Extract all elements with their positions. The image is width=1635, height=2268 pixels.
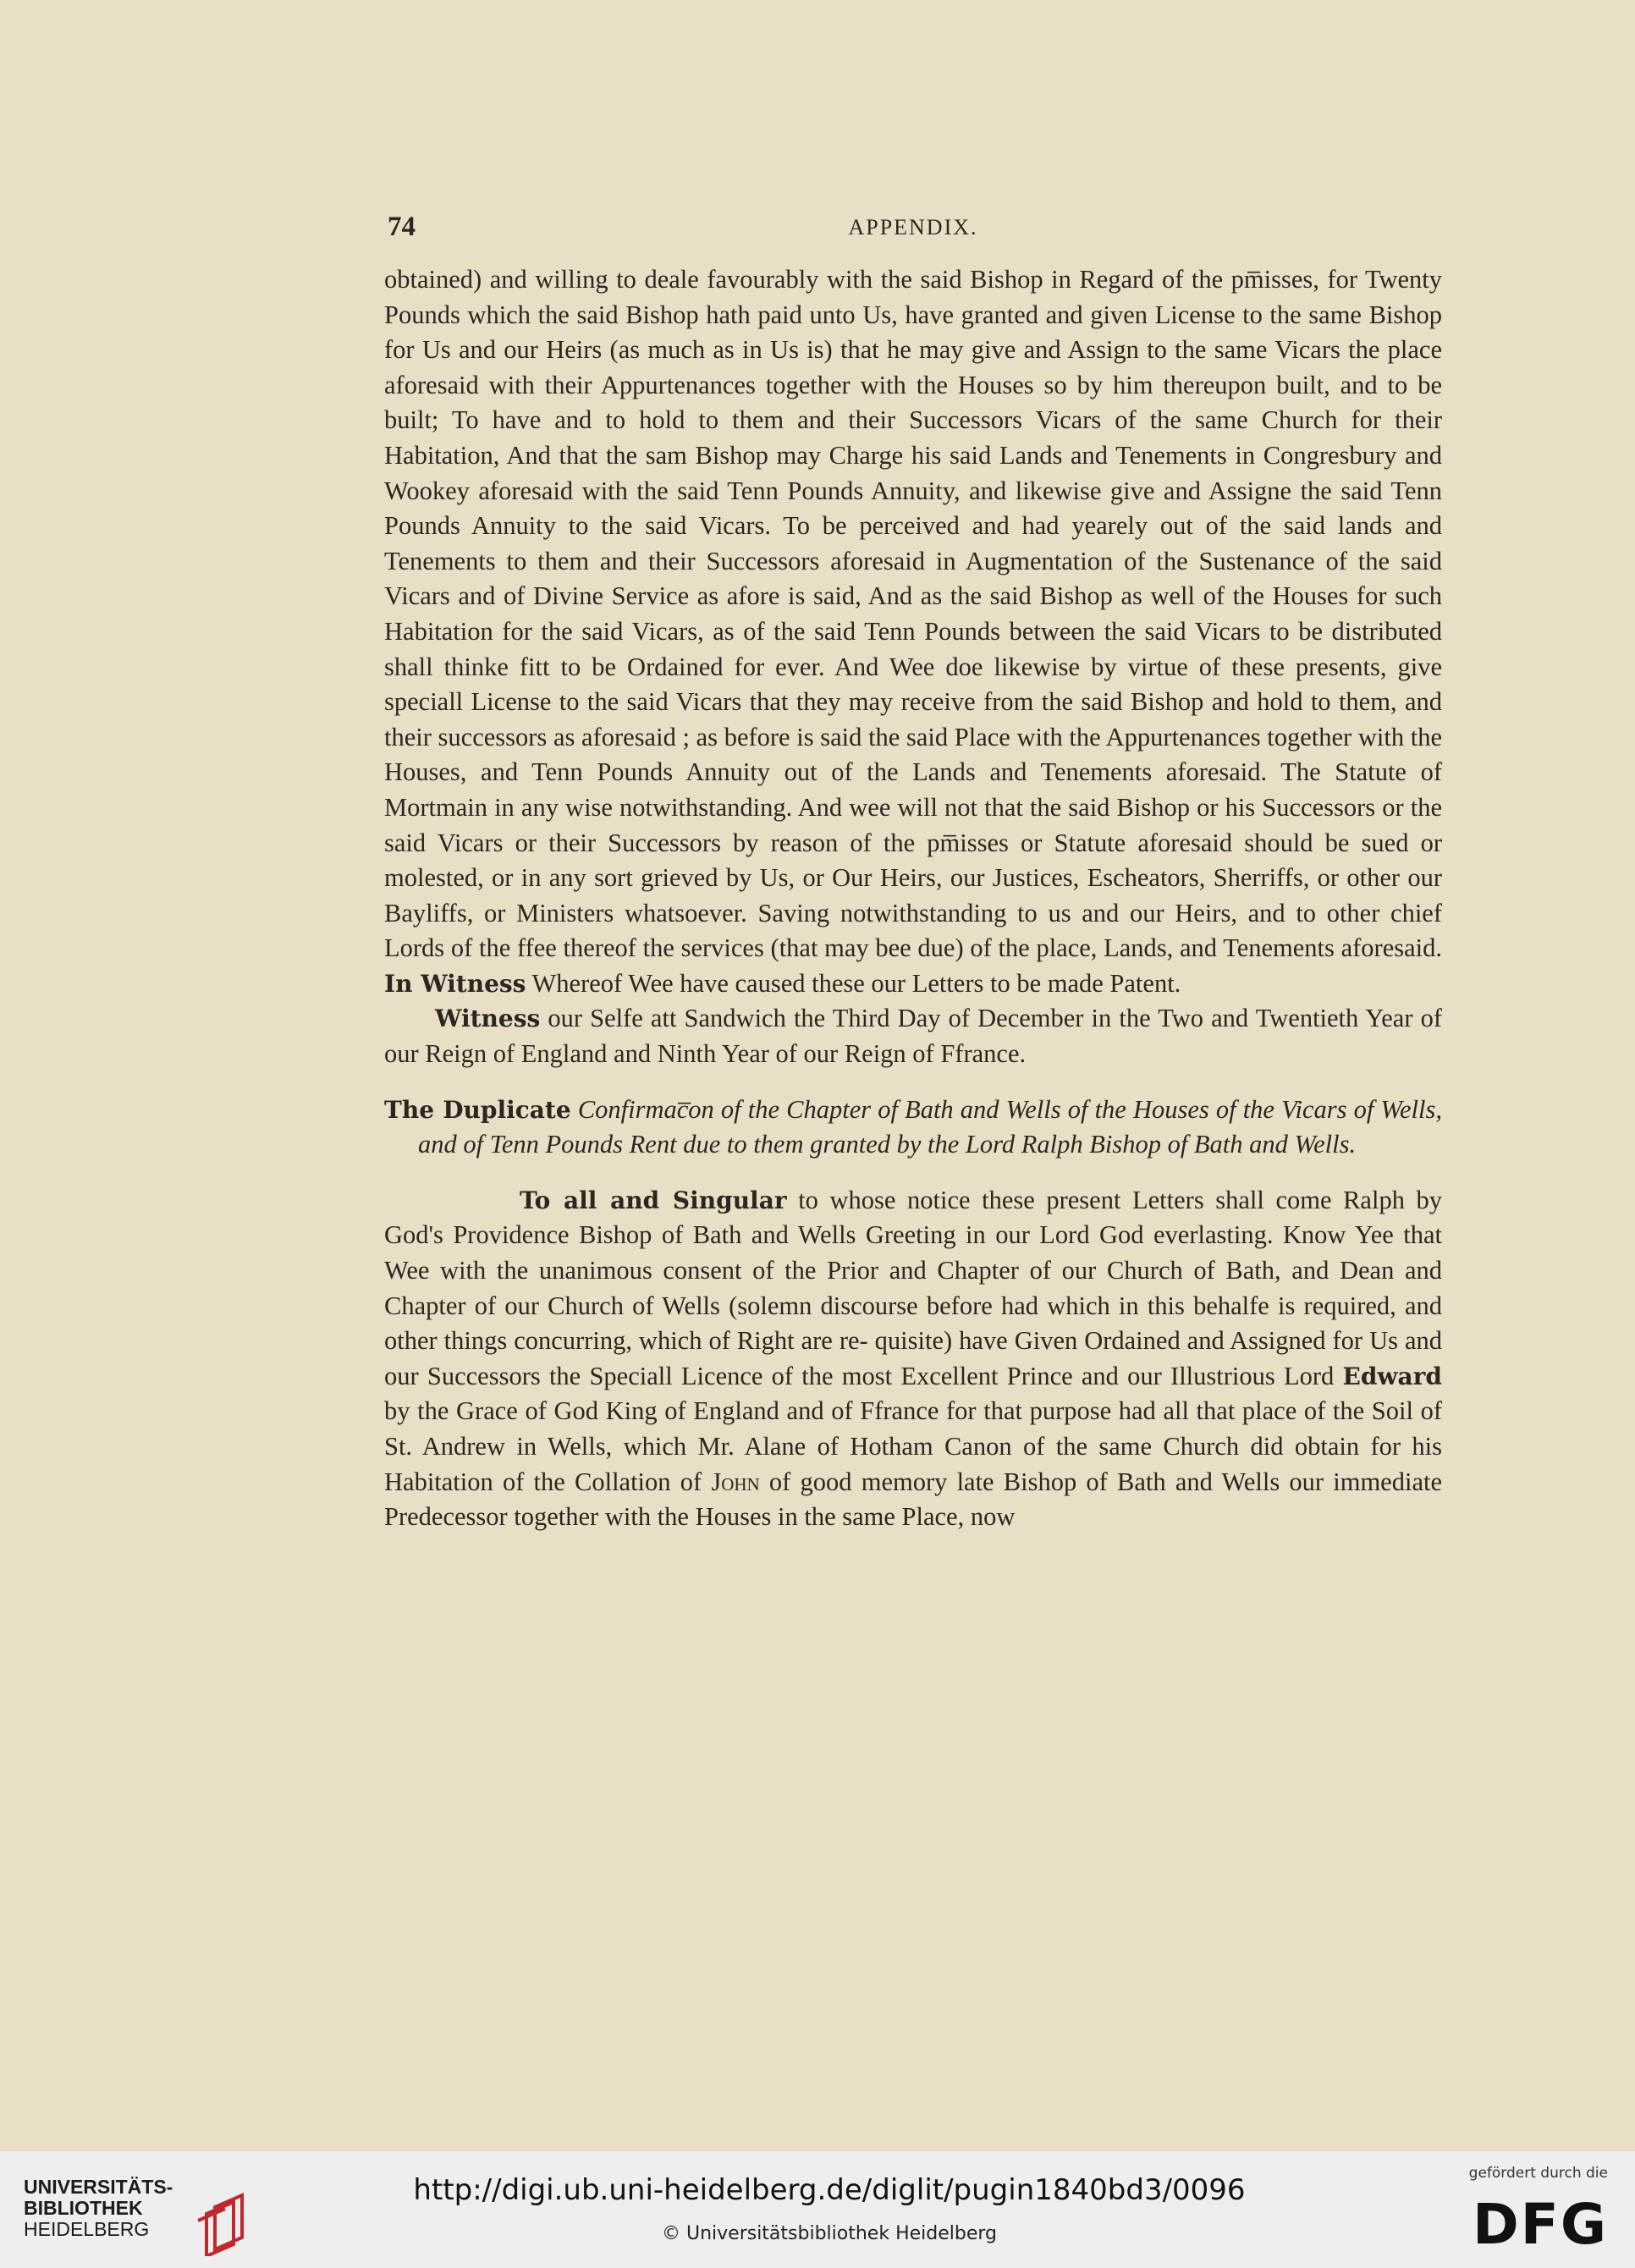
- blackletter-witness: Witness: [435, 1005, 541, 1033]
- library-logo[interactable]: [24, 2177, 227, 2253]
- body-text: [384, 262, 1442, 1535]
- blackletter-the-duplicate: The Duplicate: [384, 1095, 571, 1124]
- library-mark-icon: [190, 2188, 252, 2256]
- library-name-line-3: HEIDELBERG: [24, 2218, 150, 2240]
- paragraph-4-text-a: to whose notice these present Letters shall come Ralph by God's Providence Bishop of Bath and Wells Greeting in our Lord God everlasting. Know Yee that Wee with the unanimous consent of the Prior and Chapter of our Church of Bath, and Dean and Chapter of our Church of Wells (solemn discourse before had which in this behalfe is required, and other things concurring, which of Right are re- quisite) have Given Ordained and Assigned for Us and our Successors the Speciall Licence of the most Excellent Prince and our Illustrious Lord: [384, 1185, 1443, 1390]
- funder-caption: gefördert durch die: [1468, 2165, 1608, 2182]
- blackletter-to-all-and-singular: To all and Singular: [520, 1186, 787, 1214]
- permalink-url[interactable]: http://digi.ub.uni-heidelberg.de/diglit/pugin1840bd3/0096: [413, 2173, 1246, 2207]
- section-heading-text: Confirmac̅on of the Chapter of Bath and Wells of the Houses of the Vicars of Wells, and of Tenn Pounds Rent due to them granted by the Lord Ralph Bishop of Bath and Wells.: [418, 1094, 1442, 1159]
- paragraph-2-text: our Selfe att Sandwich the Third Day of December in the Two and Twentieth Year of our Reign of England and Ninth Year of our Reign of Ffrance.: [384, 1004, 1443, 1069]
- section-heading: [384, 1093, 1442, 1163]
- copyright-notice: © Universitätsbibliothek Heidelberg: [661, 2223, 997, 2244]
- paragraph-1: [384, 262, 1442, 1001]
- paragraph-2: [384, 1001, 1442, 1071]
- paragraph-4: [384, 1183, 1442, 1535]
- footer-bar: [0, 2151, 1635, 2268]
- running-head: [384, 212, 1442, 245]
- paragraph-4-text-c: of good memory late Bishop of Bath and Wells our immediate Predecessor together with the Houses in the same Place, now: [384, 1467, 1442, 1532]
- library-name-line-2: BIBLIOTHEK: [24, 2197, 143, 2219]
- dfg-logo[interactable]: DFG: [1472, 2192, 1608, 2257]
- paragraph-4-text-b: by the Grace of God King of England and of Ffrance for that purpose had all that place of the Soil of St. Andrew in Wells, which Mr. Alane of Hotham Canon of the same Church did obtain for his Habitation of the Collation of: [384, 1396, 1442, 1496]
- small-caps-john: John: [711, 1467, 760, 1496]
- blackletter-edward: Edward: [1342, 1362, 1442, 1390]
- blackletter-in-witness: In Witness: [384, 969, 526, 998]
- library-name-line-1: UNIVERSITÄTS-: [24, 2176, 173, 2198]
- page-number: 74: [388, 212, 416, 242]
- paragraph-1-text: obtained) and willing to deale favourably with the said Bishop in Regard of the pm̅isses, for Twenty Pounds which the said Bishop hath paid unto Us, have granted and given License to the same Bishop for Us and our Heirs (as much as in Us is) that he may give and Assign to the same Vicars the place aforesaid with their Appurtenances together with the Houses so by him thereupon built, and to be built; To have and to hold to them and their Successors Vicars of the same Church for their Habitation, And that the sam Bishop may Charge his said Lands and Tenements in Congresbury and Wookey aforesaid with the said Tenn Pounds Annuity, and likewise give and Assigne the said Tenn Pounds Annuity to the said Vicars. To be perceived and had yearely out of the said lands and Tenements to them and their Successors aforesaid in Augmentation of the Sustenance of the said Vicars and of Divine Service as afore is said, And as the said Bishop as well of the Houses for such Habitation for the said Vicars, as of the said Tenn Pounds between the said Vicars to be distributed shall thinke fitt to be Ordained for ever. And Wee doe likewise by virtue of these presents, give speciall License to the said Vicars that they may receive from the said Bishop and hold to them, and their successors as aforesaid ; as before is said the said Place with the Appurtenances together with the Houses, and Tenn Pounds Annuity out of the Lands and Tenements aforesaid. The Statute of Mortmain in any wise notwithstanding. And wee will not that the said Bishop or his Successors or the said Vicars or their Successors by reason of the pm̅isses or Statute aforesaid should be sued or molested, or in any sort grieved by Us, or Our Heirs, our Justices, Escheators, Sherriffs, or other our Bayliffs, or Ministers whatsoever. Saving notwithstanding to us and our Heirs, and to other chief Lords of the ffee thereof the services (that may bee due) of the place, Lands, and Tenements aforesaid.: [384, 265, 1442, 963]
- running-head-title: APPENDIX.: [848, 215, 978, 239]
- paragraph-1-tail: Whereof Wee have caused these our Letters to be made Patent.: [531, 968, 1181, 998]
